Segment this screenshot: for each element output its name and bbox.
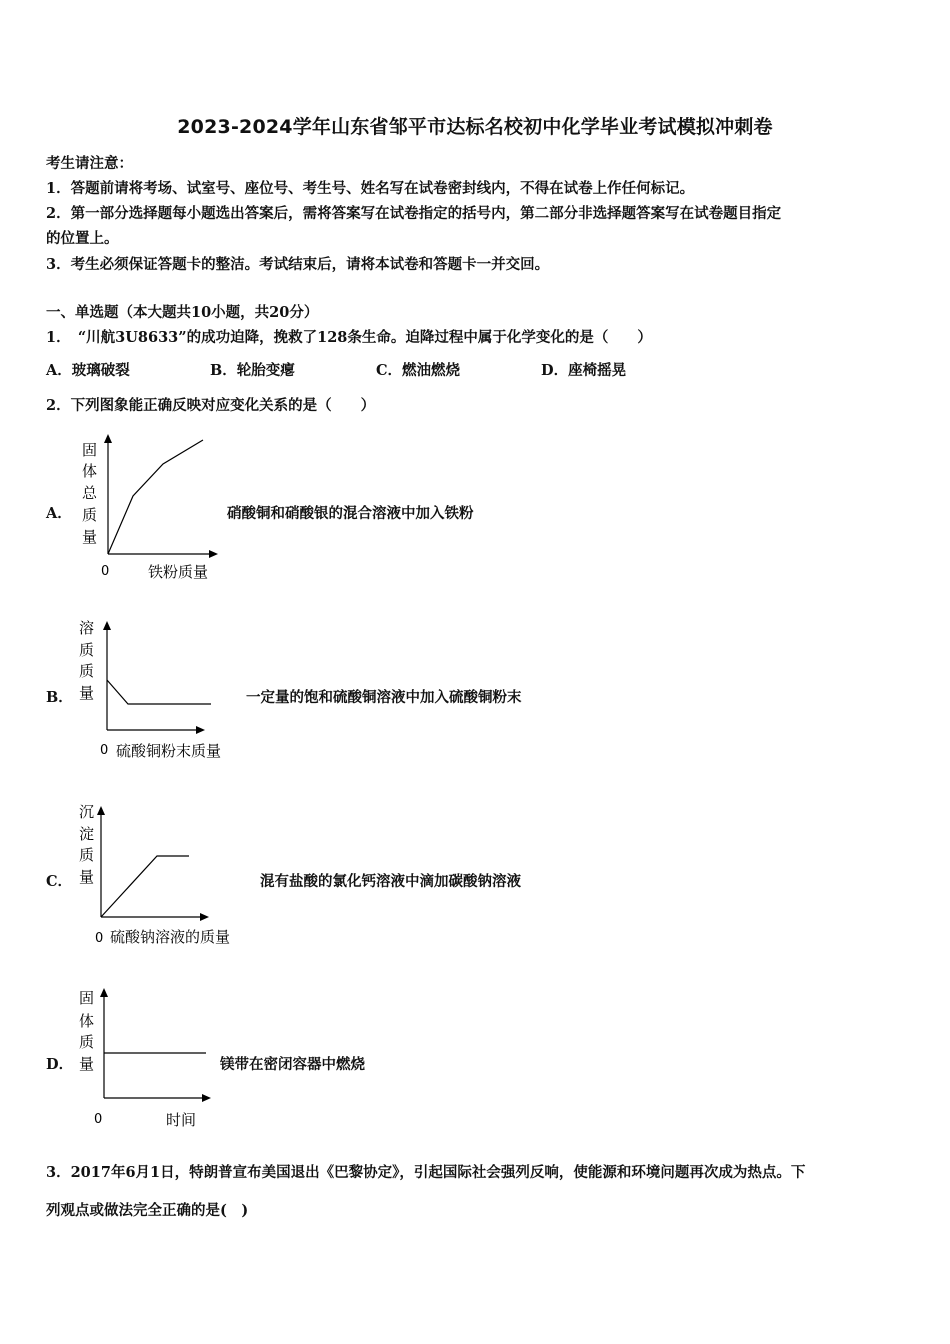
graph-a-ylabel-2: 体 <box>82 462 98 480</box>
graph-d-x-arrow <box>202 1094 211 1102</box>
q2-option-b-graph <box>70 612 250 776</box>
notice-item-3: 3．考生必须保证答题卡的整洁。考试结束后，请将本试卷和答题卡一并交回。 <box>46 256 550 273</box>
graph-b-svg <box>70 612 250 772</box>
graph-a-origin: 0 <box>101 564 110 579</box>
notice-item-2-cont: 的位置上。 <box>46 230 119 247</box>
graph-b-ylabel-3: 质 <box>79 662 95 680</box>
q1-stem: 1． “川航3U8633”的成功迫降，挽救了128条生命。迫降过程中属于化学变化的是（ ） <box>46 329 652 346</box>
q2-option-c-graph <box>70 796 270 960</box>
graph-a-ylabel-1: 固 <box>82 441 98 459</box>
graph-a-curve <box>108 440 203 554</box>
graph-d-svg <box>70 982 230 1142</box>
graph-d-origin: 0 <box>94 1112 103 1127</box>
page-title: 2023-2024学年山东省邹平市达标名校初中化学毕业考试模拟冲刺卷 <box>177 116 773 138</box>
graph-d-ylabel-3: 质 <box>79 1033 95 1051</box>
graph-d-ylabel-2: 体 <box>79 1012 95 1030</box>
graph-c-svg <box>70 796 270 956</box>
q2-option-d-label: D． <box>46 1056 74 1073</box>
q1-option-c: C．燃油燃烧 <box>376 362 461 379</box>
q2-option-d-graph <box>70 982 230 1146</box>
graph-b-x-arrow <box>196 726 205 734</box>
section-heading: 一、单选题（本大题共10小题，共20分） <box>46 304 319 321</box>
graph-c-y-arrow <box>97 806 105 815</box>
graph-c-x-arrow <box>200 913 209 921</box>
graph-b-origin: 0 <box>100 743 109 758</box>
graph-b-ylabel-1: 溶 <box>79 619 95 637</box>
graph-a-ylabel-5: 量 <box>82 528 98 546</box>
graph-b-xlabel: 硫酸铜粉末质量 <box>116 742 222 760</box>
q2-option-b-label: B． <box>46 689 73 706</box>
graph-c-origin: 0 <box>95 931 104 946</box>
graph-a-x-arrow <box>209 550 218 558</box>
graph-c-ylabel-3: 质 <box>79 846 95 864</box>
q1-option-a: A．玻璃破裂 <box>46 362 130 379</box>
notice-item-2: 2．第一部分选择题每小题选出答案后，需将答案写在试卷指定的括号内，第二部分非选择题答案写在试卷题目指定 <box>46 205 782 222</box>
notice-item-1: 1．答题前请将考场、试室号、座位号、考生号、姓名写在试卷密封线内，不得在试卷上作任何标记。 <box>46 180 695 197</box>
graph-b-y-arrow <box>103 621 111 630</box>
q1-option-d: D．座椅摇晃 <box>541 362 627 379</box>
graph-c-xlabel: 硫酸钠溶液的质量 <box>110 928 231 946</box>
q2-option-a-desc: 硝酸铜和硝酸银的混合溶液中加入铁粉 <box>227 505 474 522</box>
q2-option-a-label: A． <box>46 505 72 522</box>
graph-c-curve <box>101 856 189 917</box>
graph-d-xlabel: 时间 <box>166 1111 197 1129</box>
q3-stem-line-1: 3．2017年6月1日，特朗普宣布美国退出《巴黎协定》，引起国际社会强列反响，使能源和环境问题再次成为热点。下 <box>46 1164 806 1181</box>
graph-c-ylabel-1: 沉 <box>79 803 95 821</box>
graph-a-ylabel-3: 总 <box>82 484 98 502</box>
graph-b-curve <box>107 680 211 704</box>
graph-c-ylabel-2: 淀 <box>79 825 95 843</box>
q2-option-a-graph <box>70 432 230 596</box>
q2-option-b-desc: 一定量的饱和硫酸铜溶液中加入硫酸铜粉末 <box>246 689 522 706</box>
graph-a-xlabel: 铁粉质量 <box>148 563 209 581</box>
graph-d-y-arrow <box>100 988 108 997</box>
graph-d-ylabel-4: 量 <box>79 1055 95 1073</box>
q3-stem-line-2: 列观点或做法完全正确的是( ) <box>46 1202 249 1219</box>
q2-stem: 2．下列图象能正确反映对应变化关系的是（ ） <box>46 397 376 414</box>
q2-option-c-label: C． <box>46 873 73 890</box>
q2-option-c-desc: 混有盐酸的氯化钙溶液中滴加碳酸钠溶液 <box>260 873 521 890</box>
notice-heading: 考生请注意： <box>46 155 133 172</box>
graph-a-svg <box>70 432 230 592</box>
graph-c-ylabel-4: 量 <box>79 868 95 886</box>
q2-option-d-desc: 镁带在密闭容器中燃烧 <box>220 1056 365 1073</box>
graph-a-ylabel-4: 质 <box>82 506 98 524</box>
graph-b-ylabel-4: 量 <box>79 684 95 702</box>
graph-d-ylabel-1: 固 <box>79 989 95 1007</box>
graph-b-ylabel-2: 质 <box>79 641 95 659</box>
graph-a-y-arrow <box>104 434 112 443</box>
q1-option-b: B．轮胎变瘪 <box>210 362 295 379</box>
